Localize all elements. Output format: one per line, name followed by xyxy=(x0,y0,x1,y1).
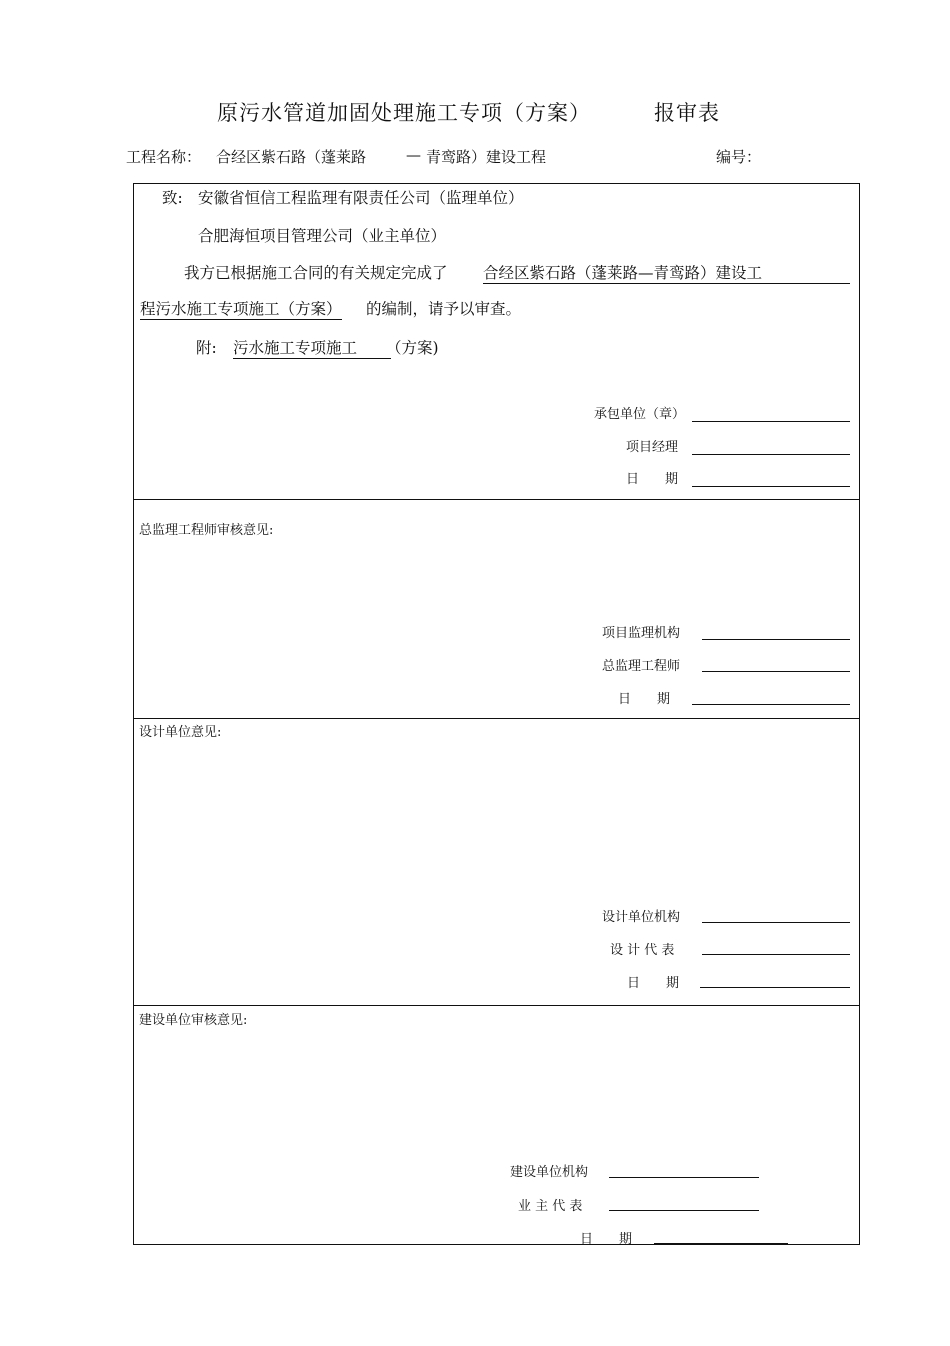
design-rep-line[interactable] xyxy=(702,954,850,955)
contractor-sign-line[interactable] xyxy=(692,421,850,422)
design-org-line[interactable] xyxy=(702,922,850,923)
chief-engineer-label: 总监理工程师 xyxy=(602,659,681,674)
pm-label: 项目经理 xyxy=(626,440,679,455)
date-line-1[interactable] xyxy=(692,486,850,487)
chief-engineer-line[interactable] xyxy=(702,671,850,672)
design-org-label: 设计单位机构 xyxy=(602,910,681,925)
supervision-org-line[interactable] xyxy=(702,639,850,640)
project-label: 工程名称： xyxy=(126,148,202,166)
paragraph-line1-a: 我方已根据施工合同的有关规定完成了 xyxy=(184,264,448,282)
section-divider-1 xyxy=(133,499,860,500)
chief-review-heading: 总监理工程师审核意见: xyxy=(139,523,274,538)
to-supervisor: 安徽省恒信工程监理有限责任公司（监理单位） xyxy=(198,189,524,207)
date-label-2: 日 期 xyxy=(618,692,671,707)
section-divider-3 xyxy=(133,1005,860,1006)
date-label-4: 日 期 xyxy=(580,1232,633,1247)
project-name-dash: — xyxy=(406,146,421,164)
section-divider-2 xyxy=(133,718,860,719)
contractor-label: 承包单位（章） xyxy=(594,407,686,422)
design-heading: 设计单位意见: xyxy=(139,725,222,740)
project-name-a: 合经区紫石路（蓬莱路 xyxy=(216,148,367,166)
project-name-b: 青鸾路）建设工程 xyxy=(426,148,547,166)
pm-sign-line[interactable] xyxy=(692,454,850,455)
owner-org-line[interactable] xyxy=(609,1177,759,1178)
design-rep-label: 设 计 代 表 xyxy=(610,943,675,958)
supervision-org-label: 项目监理机构 xyxy=(602,626,681,641)
form-title-suffix: 报审表 xyxy=(654,101,720,125)
owner-rep-label: 业 主 代 表 xyxy=(518,1199,583,1214)
to-label: 致: xyxy=(162,189,183,207)
owner-org-label: 建设单位机构 xyxy=(510,1165,589,1180)
owner-review-heading: 建设单位审核意见: xyxy=(139,1013,248,1028)
attach-label: 附: xyxy=(196,339,217,357)
to-owner: 合肥海恒项目管理公司（业主单位） xyxy=(198,227,447,245)
date-label-3: 日 期 xyxy=(627,976,680,991)
form-title: 原污水管道加固处理施工专项（方案） xyxy=(217,101,591,125)
paragraph-line2-b: 的编制，请予以审查。 xyxy=(366,300,522,318)
date-label-1: 日 期 xyxy=(626,472,679,487)
attach-value-a: 污水施工专项施工 xyxy=(233,336,391,359)
attach-value-b: （方案) xyxy=(386,339,439,357)
number-label: 编号： xyxy=(716,148,762,166)
date-line-3[interactable] xyxy=(700,987,850,988)
date-line-4[interactable] xyxy=(654,1243,788,1244)
owner-rep-line[interactable] xyxy=(609,1210,759,1211)
date-line-2[interactable] xyxy=(692,704,850,705)
paragraph-line2-a: 程污水施工专项施工（方案） xyxy=(140,297,342,320)
paragraph-line1-b: 合经区紫石路（蓬莱路—青鸾路）建设工 xyxy=(483,261,850,284)
